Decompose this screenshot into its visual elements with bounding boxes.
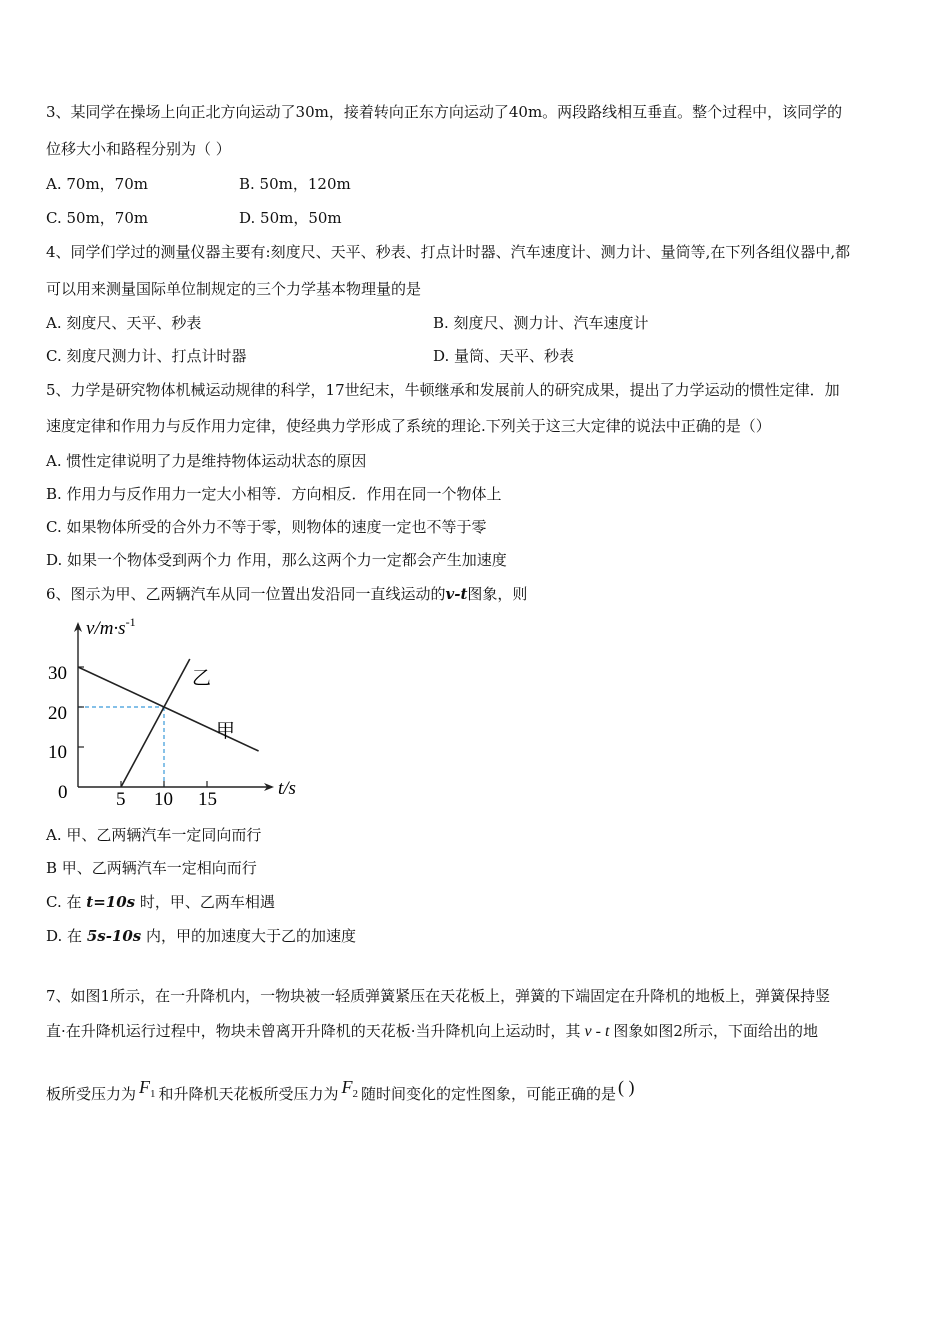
y-tick-10: 10 bbox=[48, 742, 67, 763]
q6-option-d-pre: D. 在 bbox=[46, 927, 83, 945]
q7-line2-math: v - t bbox=[584, 1023, 610, 1040]
q4-option-c: C. 刻度尺测力计、打点计时器 bbox=[46, 347, 247, 365]
q3-option-a: A. 70m，70m bbox=[46, 175, 148, 193]
y-tick-20: 20 bbox=[48, 703, 67, 724]
series-line-yi bbox=[121, 659, 190, 787]
q4-stem-line1: 4、同学们学过的测量仪器主要有:刻度尺、天平、秒表、打点计时器、汽车速度计、测力计、量筒等,在下列各组仪器中,都 bbox=[46, 243, 851, 261]
q7-line2-pre: 直·在升降机运行过程中，物块未曾离开升降机的天花板·当升降机向上运动时，其 bbox=[46, 1022, 581, 1040]
x-tick-15: 15 bbox=[198, 789, 217, 810]
label-jia: 甲 bbox=[216, 721, 236, 742]
q6-option-d-math: 5s-10s bbox=[86, 927, 142, 945]
q3-option-c: C. 50m，70m bbox=[46, 209, 149, 227]
q5-stem-line2: 速度定律和作用力与反作用力定律，使经典力学形成了系统的理论.下列关于这三大定律的说法中正确的是（） bbox=[46, 417, 771, 435]
q6-stem bbox=[46, 584, 527, 604]
q3-option-d: D. 50m，50m bbox=[239, 209, 342, 227]
q6-option-c-post: 时，甲、乙两车相遇 bbox=[139, 893, 275, 911]
q6-option-c-pre: C. 在 bbox=[46, 893, 82, 911]
q6-option-c-math: t=10s bbox=[86, 893, 136, 911]
q7-line3-mid: 和升降机天花板所受压力为 bbox=[158, 1085, 339, 1103]
q5-stem-line1: 5、力学是研究物体机械运动规律的科学，17世纪末，牛顿继承和发展前人的研究成果，提出了力学运动的惯性定律．加 bbox=[46, 381, 840, 399]
q7-stem-line3 bbox=[46, 1077, 635, 1113]
q3-stem-line1: 3、某同学在操场上向正北方向运动了30m，接着转向正东方向运动了40m。两段路线相互垂直。整个过程中，该同学的 bbox=[46, 103, 843, 121]
y-axis-label: $v/m\cdot s^{-1}$ bbox=[86, 615, 136, 639]
q6-option-d bbox=[46, 926, 356, 946]
q5-option-c: C. 如果物体所受的合外力不等于零，则物体的速度一定也不等于零 bbox=[46, 518, 487, 536]
q4-option-a: A. 刻度尺、天平、秒表 bbox=[46, 314, 202, 332]
q6-option-a: A. 甲、乙两辆汽车一定同向而行 bbox=[46, 826, 262, 844]
q4-stem-line2: 可以用来测量国际单位制规定的三个力学基本物理量的是 bbox=[46, 280, 422, 298]
q3-stem-line2: 位移大小和路程分别为（ ） bbox=[46, 140, 231, 158]
q7-f2: $F_2$ bbox=[341, 1077, 359, 1100]
q6-stem-math: v-t bbox=[445, 585, 468, 603]
q7-line3-post: 随时间变化的定性图象，可能正确的是 bbox=[361, 1085, 617, 1103]
q7-answer-paren: ( ) bbox=[618, 1077, 635, 1097]
q6-stem-pre: 6、图示为甲、乙两辆汽车从同一位置出发沿同一直线运动的 bbox=[46, 585, 446, 603]
q7-f1: $F_1$ bbox=[139, 1077, 156, 1100]
x-tick-10: 10 bbox=[154, 789, 173, 810]
q4-option-b: B. 刻度尺、测力计、汽车速度计 bbox=[433, 314, 649, 332]
x-axis-label: t/s bbox=[278, 778, 296, 799]
x-tick-5: 5 bbox=[116, 789, 126, 810]
q7-line2-post: 图象如图2所示，下面给出的地 bbox=[613, 1022, 818, 1040]
q5-option-d: D. 如果一个物体受到两个力 作用，那么这两个力一定都会产生加速度 bbox=[46, 551, 507, 569]
q6-option-c bbox=[46, 892, 275, 912]
q3-option-b: B. 50m，120m bbox=[239, 175, 351, 193]
label-yi: 乙 bbox=[192, 668, 212, 689]
q6-option-b: B 甲、乙两辆汽车一定相向而行 bbox=[46, 859, 257, 877]
q4-option-d: D. 量筒、天平、秒表 bbox=[433, 347, 575, 365]
vt-graph bbox=[40, 612, 310, 817]
y-tick-30: 30 bbox=[48, 663, 67, 684]
q7-stem-line1: 7、如图1所示，在一升降机内，一物块被一轻质弹簧紧压在天花板上，弹簧的下端固定在升降机的地板上，弹簧保持竖 bbox=[46, 987, 831, 1005]
q6-stem-post: 图象，则 bbox=[467, 585, 528, 603]
origin-label: 0 bbox=[58, 782, 68, 803]
q5-option-a: A. 惯性定律说明了力是维持物体运动状态的原因 bbox=[46, 452, 367, 470]
q7-stem-line2 bbox=[46, 1021, 818, 1042]
q5-option-b: B. 作用力与反作用力一定大小相等．方向相反．作用在同一个物体上 bbox=[46, 485, 502, 503]
q7-line3-pre: 板所受压力为 bbox=[46, 1085, 137, 1103]
q6-option-d-post: 内，甲的加速度大于乙的加速度 bbox=[146, 927, 357, 945]
